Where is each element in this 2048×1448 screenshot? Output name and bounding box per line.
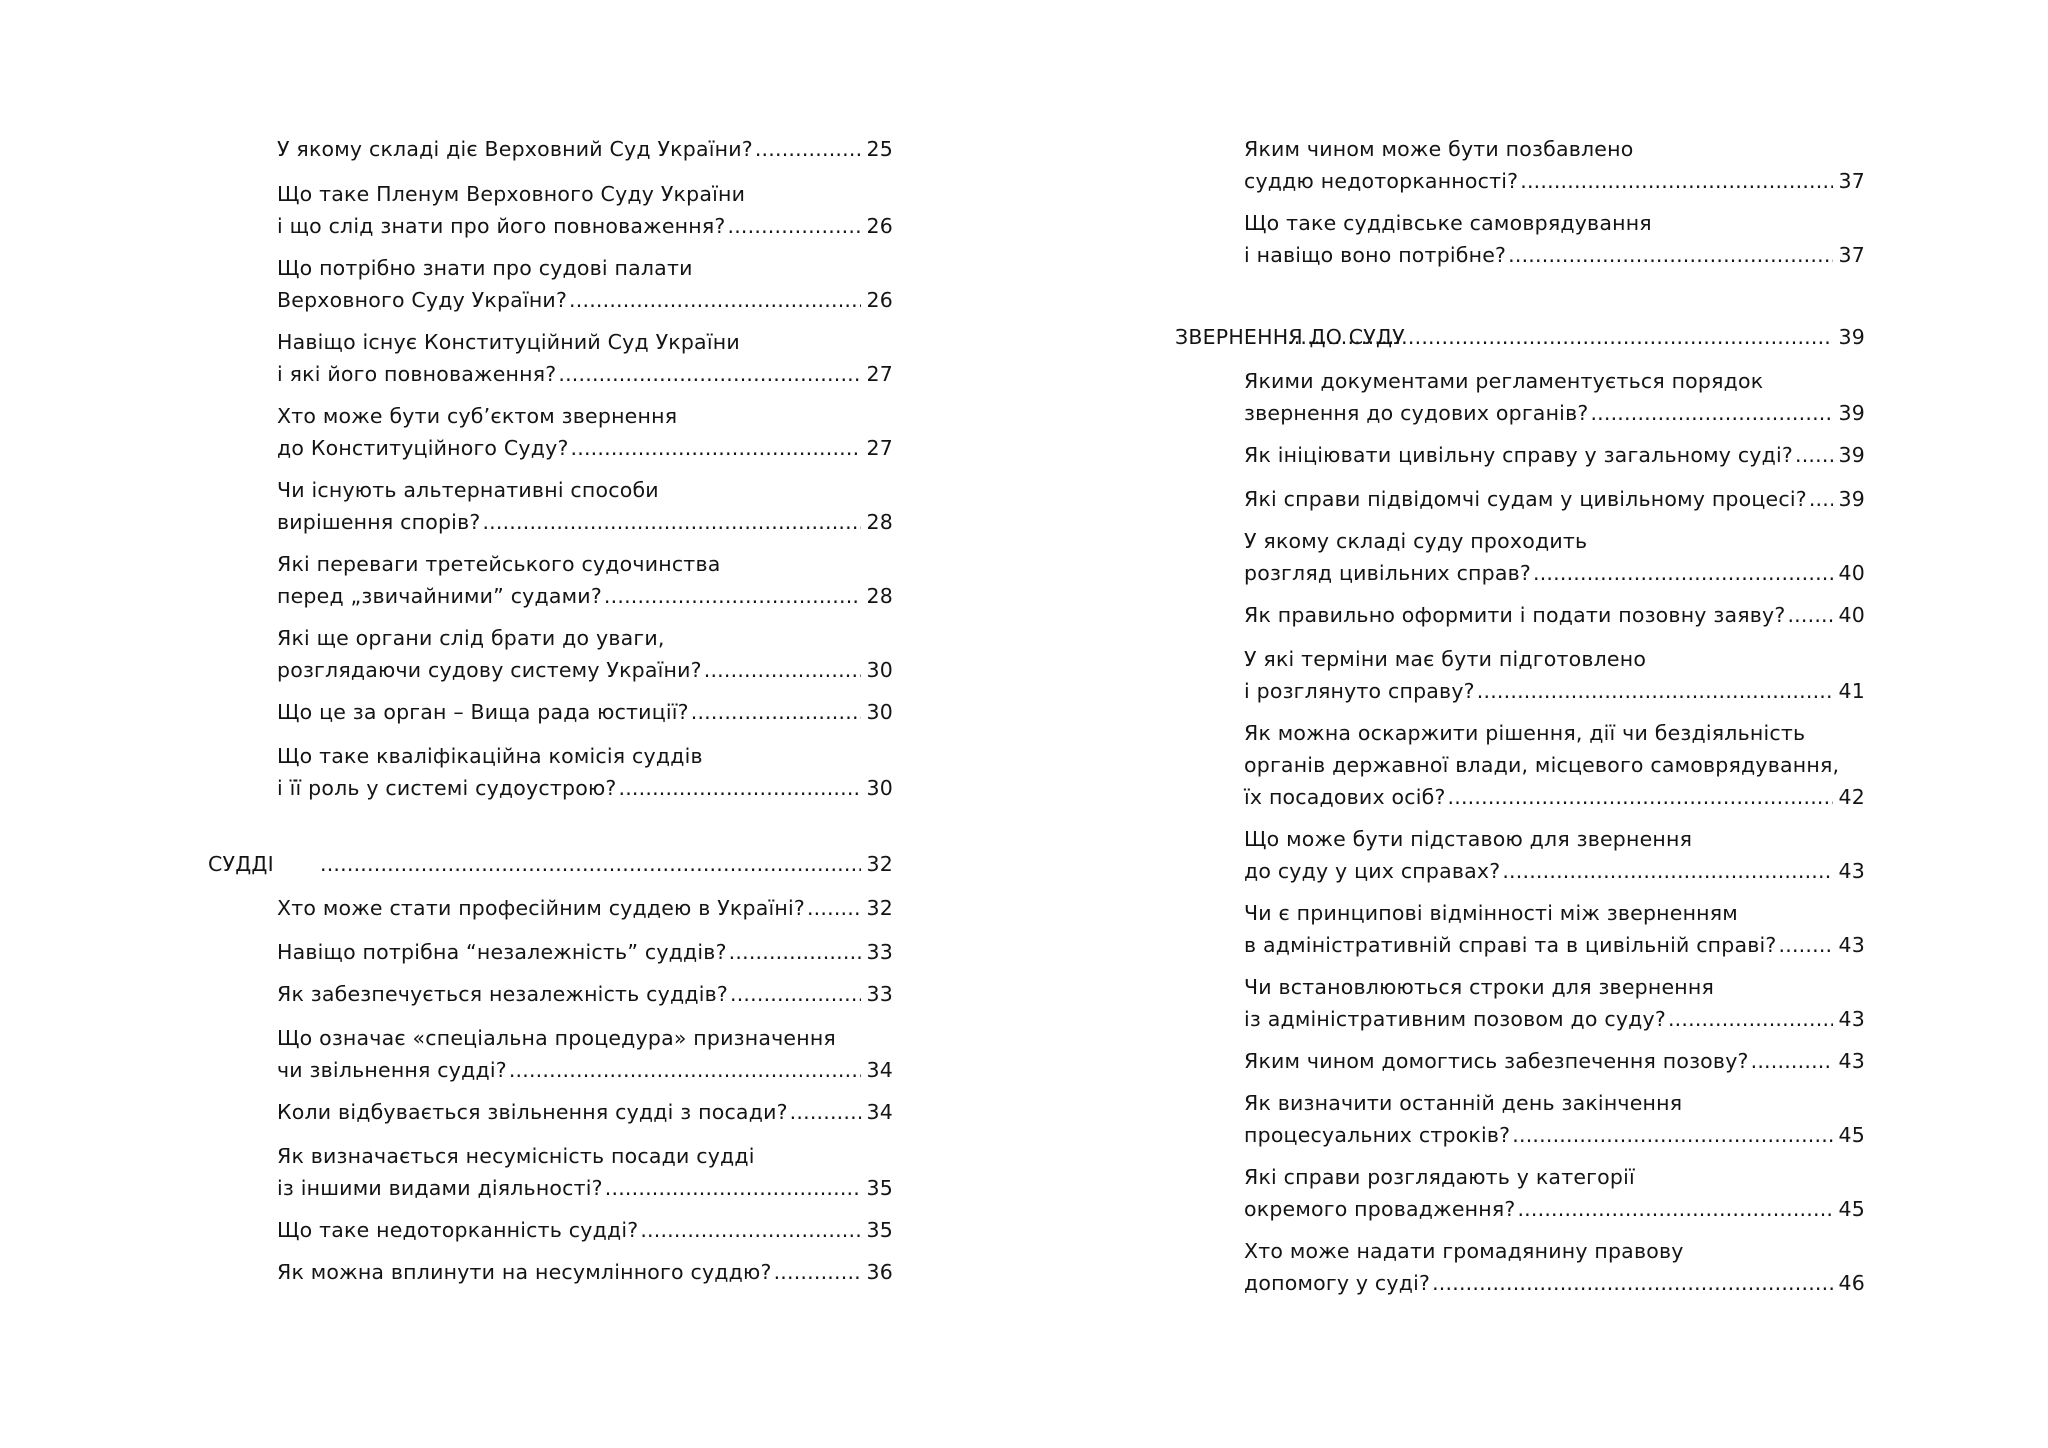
dot-leader <box>704 654 861 686</box>
dot-leader <box>320 848 861 880</box>
dot-leader <box>1787 599 1832 631</box>
toc-entry-text: органів державної влади, місцевого самоврядування, <box>1244 753 1840 777</box>
page-number: 28 <box>866 584 893 608</box>
toc-entry-last-line <box>277 284 893 316</box>
toc-entry-text: їх посадових осіб? <box>1244 785 1446 809</box>
toc-entry-last-line <box>277 936 893 968</box>
page-number: 30 <box>866 700 893 724</box>
toc-entry-text: окремого провадження? <box>1244 1197 1516 1221</box>
dot-leader <box>790 1096 861 1128</box>
toc-entry-text: Яким чином може бути позбавлено <box>1244 137 1634 161</box>
page-number: 42 <box>1838 785 1865 809</box>
toc-entry-text: Як можна вплинути на несумлінного суддю? <box>277 1260 772 1284</box>
page-number: 39 <box>1838 443 1865 467</box>
page-number: 26 <box>866 214 893 238</box>
page-number: 30 <box>866 658 893 682</box>
toc-entry[interactable] <box>1244 439 1865 471</box>
page-number: 26 <box>866 288 893 312</box>
toc-entry-text: Що потрібно знати про судові палати <box>277 256 693 280</box>
page-number: 46 <box>1838 1271 1865 1295</box>
toc-entry[interactable] <box>1244 133 1865 197</box>
page-number: 41 <box>1838 679 1865 703</box>
dot-leader <box>1448 781 1833 813</box>
page-number: 40 <box>1838 603 1865 627</box>
dot-leader <box>482 506 860 538</box>
toc-entry-last-line <box>1244 1193 1865 1225</box>
dot-leader <box>729 936 861 968</box>
toc-entry-text: Чи встановлюються строки для звернення <box>1244 975 1715 999</box>
section-title: СУДДІ <box>208 852 274 876</box>
toc-entry[interactable] <box>1244 1161 1865 1225</box>
toc-entry-last-line <box>1244 675 1865 707</box>
toc-entry-last-line <box>277 1054 893 1086</box>
toc-entry-text: Як визначити останній день закінчення <box>1244 1091 1683 1115</box>
page-number: 45 <box>1838 1197 1865 1221</box>
toc-entry-last-line <box>1244 781 1865 813</box>
toc-entry[interactable] <box>1244 643 1865 707</box>
toc-entry-last-line <box>277 1172 893 1204</box>
toc-entry-last-line <box>1244 929 1865 961</box>
toc-entry-text: Хто може надати громадянину правову <box>1244 1239 1684 1263</box>
toc-entry[interactable] <box>1244 971 1865 1035</box>
toc-entry[interactable] <box>277 133 893 165</box>
toc-entry-text: в адміністративній справі та в цивільній справі? <box>1244 933 1777 957</box>
toc-entry[interactable] <box>277 1022 893 1086</box>
toc-entry[interactable] <box>277 740 893 804</box>
page-number: 35 <box>866 1176 893 1200</box>
toc-entry-text: Які переваги третейського судочинства <box>277 552 721 576</box>
toc-entry-text: У якому складі діє Верховний Суд України? <box>277 137 753 161</box>
dot-leader <box>730 978 861 1010</box>
dot-leader <box>1795 439 1833 471</box>
page-number: 32 <box>866 852 893 876</box>
page-number: 45 <box>1838 1123 1865 1147</box>
toc-entry-last-line <box>277 358 893 390</box>
toc-entry[interactable] <box>277 1140 893 1204</box>
page-number: 27 <box>866 436 893 460</box>
toc-entry[interactable] <box>1244 823 1865 887</box>
toc-entry-text: перед „звичайними” судами? <box>277 584 602 608</box>
toc-entry-last-line <box>277 1214 893 1246</box>
dot-leader <box>1809 483 1833 515</box>
page-number: 40 <box>1838 561 1865 585</box>
toc-entry-text: Що означає «спеціальна процедура» призначення <box>277 1026 836 1050</box>
toc-entry[interactable] <box>277 696 893 728</box>
dot-leader <box>1779 929 1833 961</box>
toc-entry-text: Хто може бути суб’єктом звернення <box>277 404 678 428</box>
page-number: 43 <box>1838 859 1865 883</box>
page-number: 43 <box>1838 933 1865 957</box>
toc-entry[interactable] <box>1244 207 1865 271</box>
dot-leader <box>1502 855 1832 887</box>
dot-leader <box>1520 165 1832 197</box>
toc-entry-text: Що таке суддівське самоврядування <box>1244 211 1652 235</box>
dot-leader <box>807 892 861 924</box>
page-number: 43 <box>1838 1007 1865 1031</box>
dot-leader <box>1432 1267 1832 1299</box>
dot-leader <box>1590 397 1832 429</box>
toc-entry-text: Якими документами регламентується порядок <box>1244 369 1764 393</box>
page-number: 35 <box>866 1218 893 1242</box>
toc-entry[interactable] <box>277 1214 893 1246</box>
toc-entry[interactable] <box>277 178 893 242</box>
toc-entry-text: із адміністративним позовом до суду? <box>1244 1007 1666 1031</box>
toc-entry-text: Як визначається несумісність посади судді <box>277 1144 755 1168</box>
toc-entry-text: Навіщо існує Конституційний Суд України <box>277 330 740 354</box>
dot-leader <box>1508 239 1832 271</box>
dot-leader <box>1533 557 1833 589</box>
toc-entry-last-line <box>277 133 893 165</box>
toc-entry-text: Що таке кваліфікаційна комісія суддів <box>277 744 703 768</box>
toc-entry[interactable] <box>1244 1045 1865 1077</box>
toc-entry-text: чи звільнення судді? <box>277 1058 507 1082</box>
page-number: 37 <box>1838 169 1865 193</box>
toc-entry[interactable] <box>277 252 893 316</box>
toc-entry-last-line <box>208 848 893 880</box>
toc-entry-text: Яким чином домогтись забезпечення позову? <box>1244 1049 1749 1073</box>
section-title: ЗВЕРНЕННЯ ДО СУДУ <box>1175 325 1405 349</box>
dot-leader <box>558 358 860 390</box>
toc-entry-text: Що це за орган – Вища рада юстиції? <box>277 700 689 724</box>
toc-entry-last-line <box>1244 557 1865 589</box>
page-number: 34 <box>866 1100 893 1124</box>
toc-entry-last-line <box>1244 599 1865 631</box>
toc-entry-text: допомогу у суді? <box>1244 1271 1431 1295</box>
toc-entry-text: і її роль у системі судоустрою? <box>277 776 617 800</box>
dot-leader <box>774 1256 861 1288</box>
toc-entry-text: до суду у цих справах? <box>1244 859 1501 883</box>
toc-entry-text: і розглянуто справу? <box>1244 679 1475 703</box>
toc-entry[interactable] <box>1244 599 1865 631</box>
toc-entry-text: У якому складі суду проходить <box>1244 529 1588 553</box>
toc-entry-last-line <box>277 654 893 686</box>
dot-leader <box>509 1054 861 1086</box>
toc-entry[interactable] <box>277 474 893 538</box>
toc-section-heading[interactable] <box>208 848 893 880</box>
dot-leader <box>727 210 860 242</box>
toc-entry-last-line <box>277 892 893 924</box>
toc-entry-last-line <box>277 580 893 612</box>
toc-entry-text: вирішення спорів? <box>277 510 481 534</box>
toc-entry-last-line <box>277 772 893 804</box>
toc-entry[interactable] <box>1244 897 1865 961</box>
toc-entry[interactable] <box>277 326 893 390</box>
toc-entry[interactable] <box>1244 1087 1865 1151</box>
toc-entry-text: Які справи підвідомчі судам у цивільному процесі? <box>1244 487 1807 511</box>
toc-entry-text: Що може бути підставою для звернення <box>1244 827 1693 851</box>
toc-entry-last-line <box>1244 165 1865 197</box>
dot-leader <box>571 432 861 464</box>
toc-entry[interactable] <box>277 892 893 924</box>
dot-leader <box>604 580 861 612</box>
toc-entry-text: і які його повноваження? <box>277 362 557 386</box>
dot-leader <box>1751 1045 1833 1077</box>
toc-entry[interactable] <box>277 1096 893 1128</box>
page-number: 33 <box>866 982 893 1006</box>
toc-entry-text: Чи є принципові відмінності між зверненням <box>1244 901 1738 925</box>
toc-entry[interactable] <box>1244 717 1865 813</box>
page-number: 25 <box>866 137 893 161</box>
toc-entry[interactable] <box>277 622 893 686</box>
toc-entry-text: Коли відбувається звільнення судді з посади? <box>277 1100 788 1124</box>
toc-entry-text: Як можна оскаржити рішення, дії чи бездіяльність <box>1244 721 1806 745</box>
toc-entry[interactable] <box>1244 1235 1865 1299</box>
toc-entry[interactable] <box>1244 483 1865 515</box>
page-number: 36 <box>866 1260 893 1284</box>
toc-entry-last-line <box>1244 439 1865 471</box>
dot-leader <box>1668 1003 1833 1035</box>
toc-entry-text: Як правильно оформити і подати позовну заяву? <box>1244 603 1786 627</box>
toc-entry-text: Чи існують альтернативні способи <box>277 478 659 502</box>
toc-entry-text: звернення до судових органів? <box>1244 401 1589 425</box>
toc-entry-last-line <box>1244 239 1865 271</box>
dot-leader <box>691 696 861 728</box>
toc-entry-text: У які терміни має бути підготовлено <box>1244 647 1647 671</box>
page-number: 28 <box>866 510 893 534</box>
page-number: 32 <box>866 896 893 920</box>
toc-entry-text: розглядаючи судову систему України? <box>277 658 702 682</box>
toc-entry-last-line <box>1244 855 1865 887</box>
toc-entry-text: Хто може стати професійним суддею в Україні? <box>277 896 805 920</box>
page-number: 39 <box>1838 487 1865 511</box>
page-number: 27 <box>866 362 893 386</box>
toc-entry-text: Які ще органи слід брати до уваги, <box>277 626 665 650</box>
toc-entry-last-line <box>1244 1119 1865 1151</box>
page-number: 33 <box>866 940 893 964</box>
page-number: 43 <box>1838 1049 1865 1073</box>
toc-entry[interactable] <box>277 548 893 612</box>
toc-entry-last-line <box>1244 1267 1865 1299</box>
toc-entry-text: Навіщо потрібна “незалежність” суддів? <box>277 940 727 964</box>
toc-entry-last-line <box>277 696 893 728</box>
toc-entry-last-line <box>277 210 893 242</box>
page-number: 37 <box>1838 243 1865 267</box>
page-number: 39 <box>1838 325 1865 349</box>
toc-entry-text: Що таке Пленум Верховного Суду України <box>277 182 746 206</box>
toc-section-heading[interactable] <box>1175 321 1865 353</box>
toc-entry[interactable] <box>1244 525 1865 589</box>
toc-entry-last-line <box>277 1096 893 1128</box>
toc-entry-text: Як забезпечується незалежність суддів? <box>277 982 728 1006</box>
toc-entry-last-line <box>1244 397 1865 429</box>
toc-entry-last-line <box>277 1256 893 1288</box>
dot-leader <box>1477 675 1833 707</box>
toc-entry[interactable] <box>277 1256 893 1288</box>
page-number: 34 <box>866 1058 893 1082</box>
dot-leader <box>640 1214 860 1246</box>
toc-entry-last-line <box>277 506 893 538</box>
toc-entry-text: Які справи розглядають у категорії <box>1244 1165 1635 1189</box>
page-number: 39 <box>1838 401 1865 425</box>
dot-leader <box>1512 1119 1832 1151</box>
toc-entry-last-line <box>277 432 893 464</box>
toc-entry-text: до Конституційного Суду? <box>277 436 569 460</box>
dot-leader <box>618 772 860 804</box>
toc-entry-last-line <box>277 978 893 1010</box>
toc-entry-last-line <box>1244 1003 1865 1035</box>
toc-entry-text: розгляд цивільних справ? <box>1244 561 1531 585</box>
toc-entry-text: і навіщо воно потрібне? <box>1244 243 1507 267</box>
dot-leader <box>1287 321 1833 353</box>
toc-entry-last-line <box>1244 1045 1865 1077</box>
toc-entry-text: суддю недоторканності? <box>1244 169 1519 193</box>
toc-entry[interactable] <box>277 936 893 968</box>
toc-entry-text: і що слід знати про його повноваження? <box>277 214 726 238</box>
toc-entry-text: процесуальних строків? <box>1244 1123 1511 1147</box>
toc-entry-text: Як ініціювати цивільну справу у загальному суді? <box>1244 443 1793 467</box>
toc-entry-last-line <box>1175 321 1865 353</box>
toc-entry-last-line <box>1244 483 1865 515</box>
dot-leader <box>755 133 861 165</box>
dot-leader <box>605 1172 861 1204</box>
dot-leader <box>1517 1193 1832 1225</box>
dot-leader <box>569 284 860 316</box>
toc-entry[interactable] <box>1244 365 1865 429</box>
toc-entry[interactable] <box>277 400 893 464</box>
toc-entry-text: із іншими видами діяльності? <box>277 1176 603 1200</box>
toc-entry-text: Верховного Суду України? <box>277 288 568 312</box>
toc-entry[interactable] <box>277 978 893 1010</box>
page-number: 30 <box>866 776 893 800</box>
toc-entry-text: Що таке недоторканність судді? <box>277 1218 639 1242</box>
